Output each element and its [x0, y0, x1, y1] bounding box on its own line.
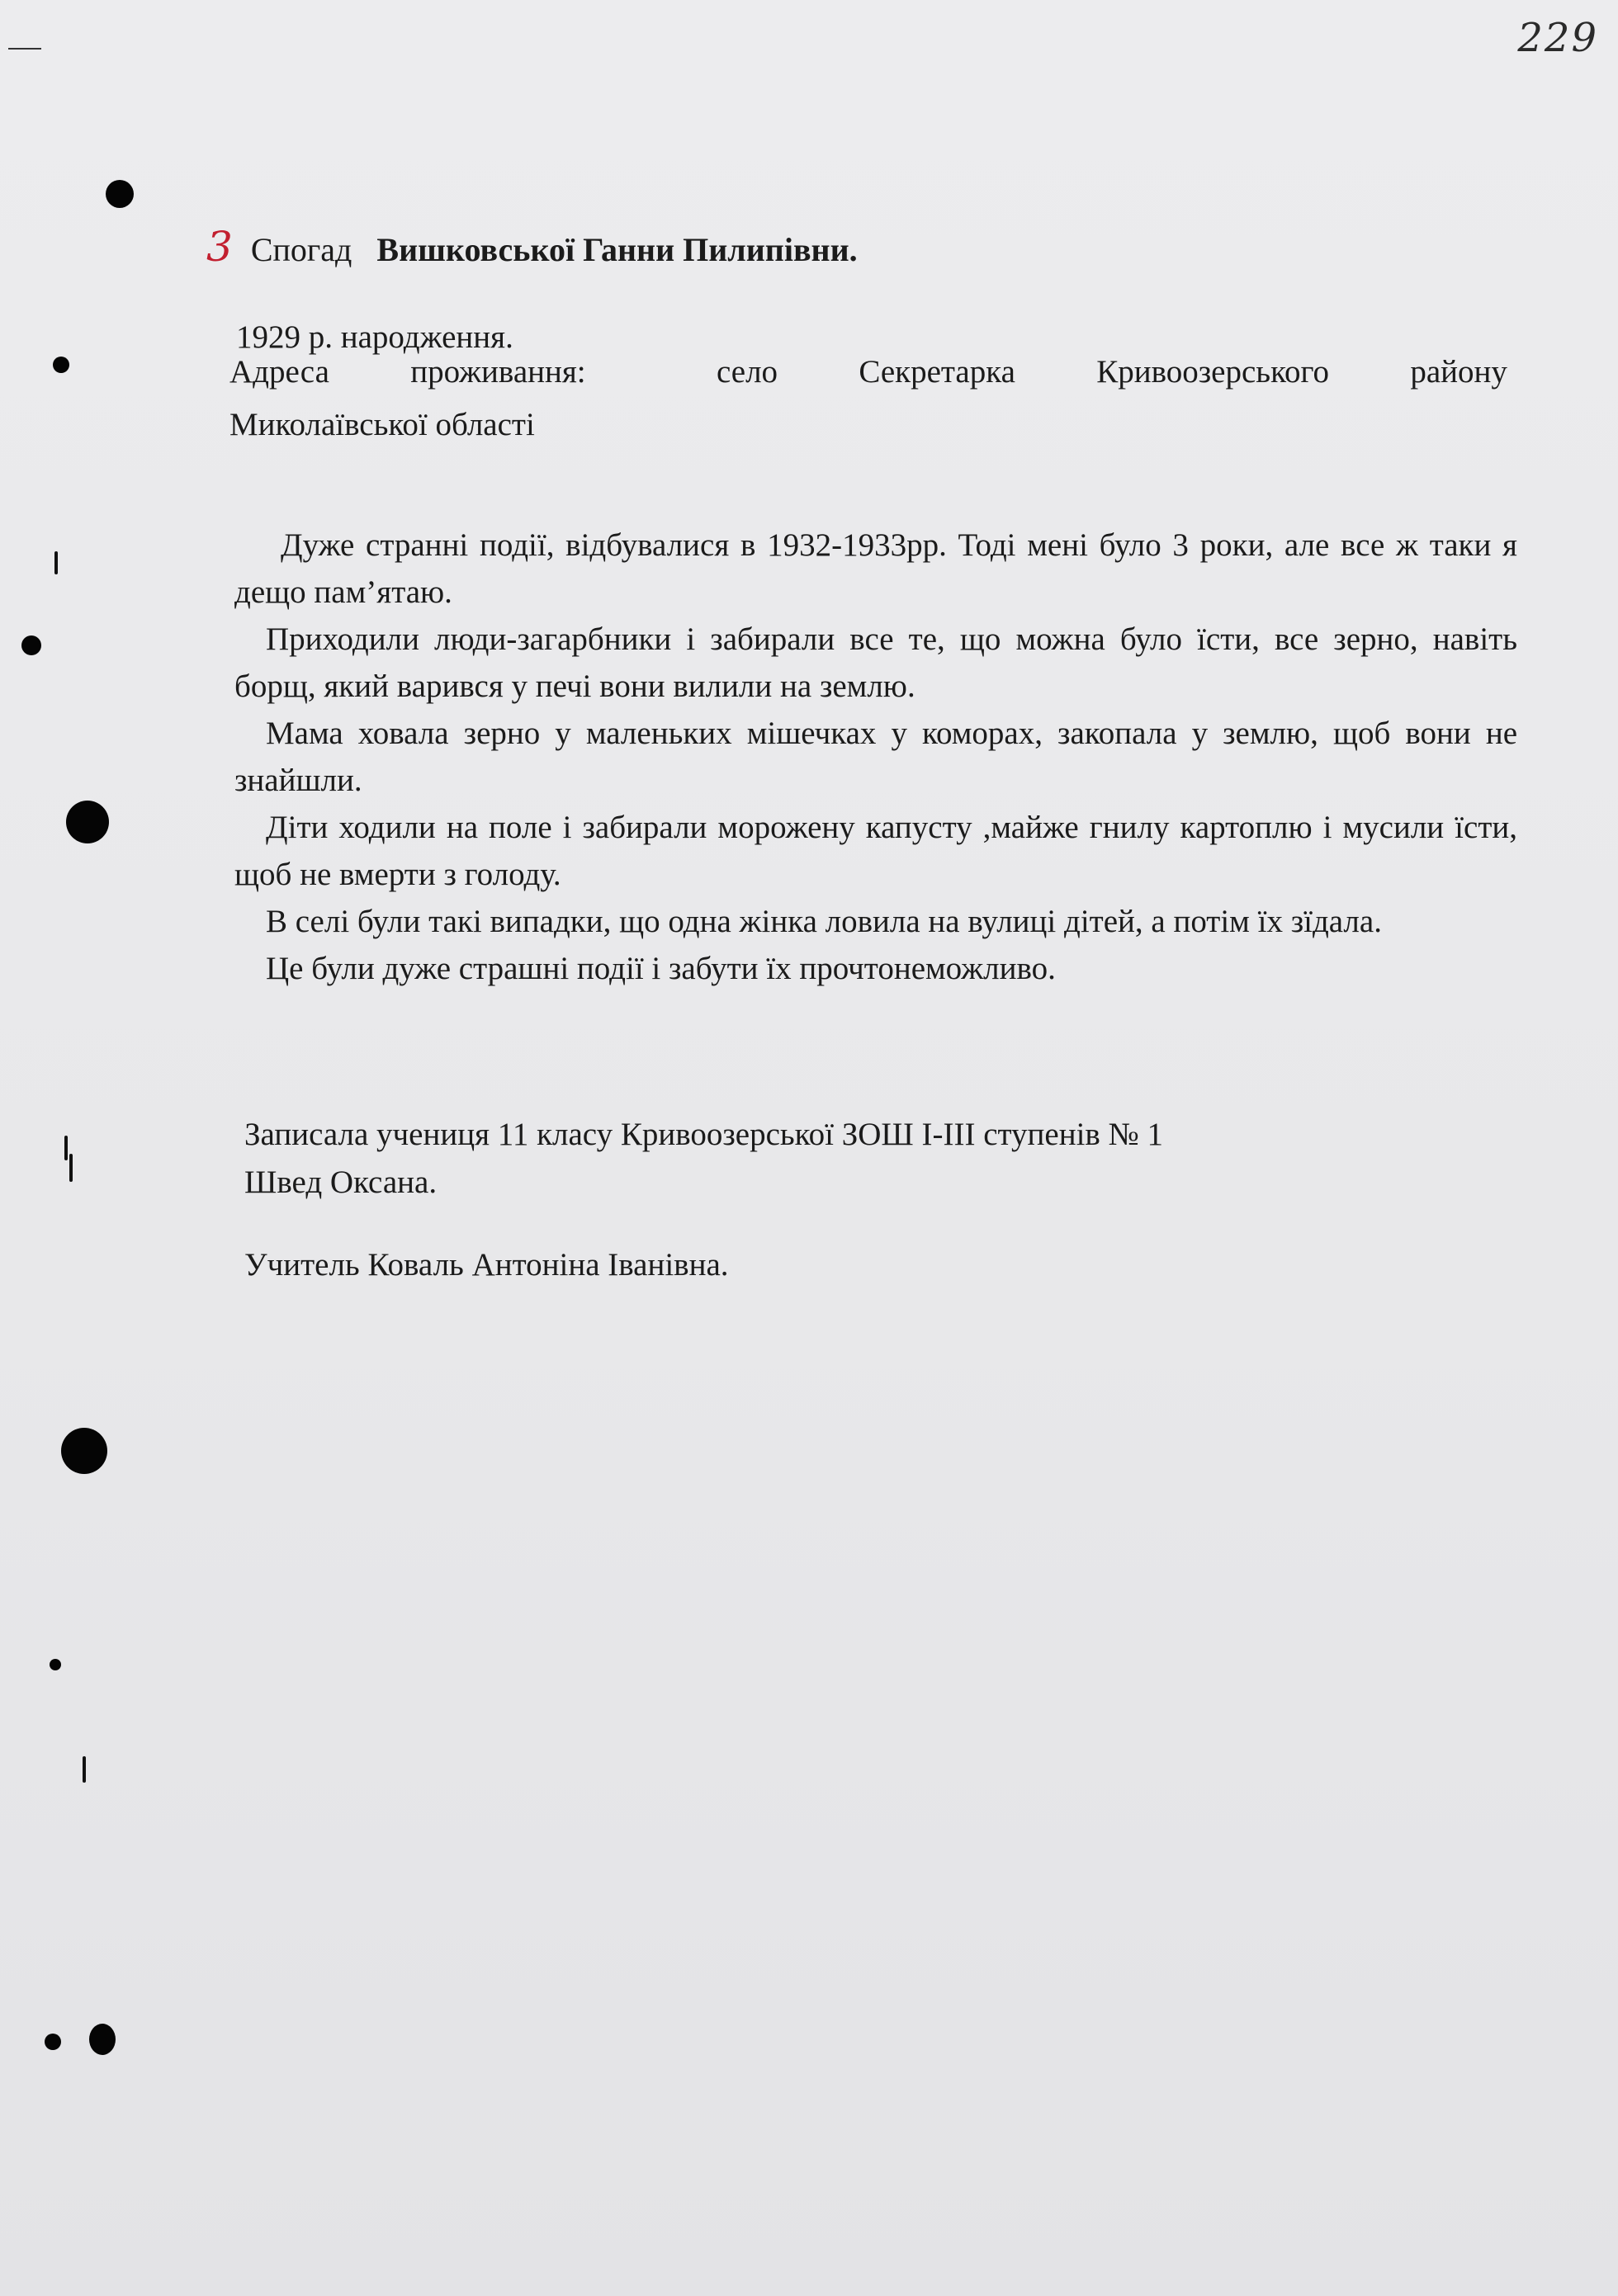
paragraph: Дуже странні події, відбувалися в 1932-1933рр. Тоді мені було 3 роки, але все ж таки я дещо пам’ятаю.: [234, 527, 1517, 610]
paragraph: Це були дуже страшні події і забути їх прочтонеможливо.: [266, 951, 1056, 986]
punch-hole: [45, 2034, 61, 2050]
paragraph: В селі були такі випадки, що одна жінка ловила на вулиці дітей, а потім їх зїдала.: [266, 904, 1382, 939]
page-number: 229: [1517, 15, 1598, 61]
address-word: Кривоозерського: [1096, 354, 1330, 390]
address-word: Адреса: [229, 354, 329, 390]
paragraph: Приходили люди-загарбники і забирали все те, що можна було їсти, все зерно, навіть борщ, який варився у печі вони вилили на землю.: [234, 621, 1517, 704]
margin-mark: [64, 1136, 68, 1160]
margin-mark: [54, 551, 58, 574]
title-name: Вишковської Ганни Пилипівни.: [376, 231, 858, 268]
punch-hole: [53, 357, 69, 373]
paragraph: Мама ховала зерно у маленьких мішечках у коморах, закопала у землю, щоб вони не знайшли.: [234, 716, 1517, 798]
recorded-by-line: Записала учениця 11 класу Кривоозерської ЗОШ І-ІІІ ступенів № 1: [244, 1117, 1164, 1152]
punch-hole: [89, 2024, 116, 2055]
punch-hole: [21, 635, 41, 655]
memoir-text: [234, 522, 1517, 992]
address-word: проживання:: [410, 354, 586, 390]
punch-hole: [106, 180, 134, 208]
address-word: Секретарка: [859, 354, 1015, 390]
address-line: [229, 353, 1507, 390]
address-region: Миколаївської області: [229, 407, 535, 442]
handwritten-number: 3: [206, 223, 233, 271]
title-word: Спогад: [250, 231, 352, 268]
margin-mark: [83, 1756, 86, 1783]
recorder-name: Швед Оксана.: [244, 1165, 438, 1200]
punch-hole: [61, 1428, 107, 1474]
address-word: району: [1410, 354, 1507, 390]
teacher-line: Учитель Коваль Антоніна Іванівна.: [244, 1247, 729, 1283]
address-word: село: [716, 354, 778, 390]
punch-hole: [50, 1659, 61, 1670]
document-title: [206, 223, 858, 271]
birth-year: 1929 р. народження.: [236, 319, 513, 355]
punch-hole: [66, 801, 109, 843]
margin-mark: [69, 1154, 73, 1182]
paragraph: Діти ходили на поле і забирали морожену капусту ,майже гнилу картоплю і мусили їсти, щоб не вмерти з голоду.: [234, 810, 1517, 892]
top-edge-line: [8, 48, 41, 50]
